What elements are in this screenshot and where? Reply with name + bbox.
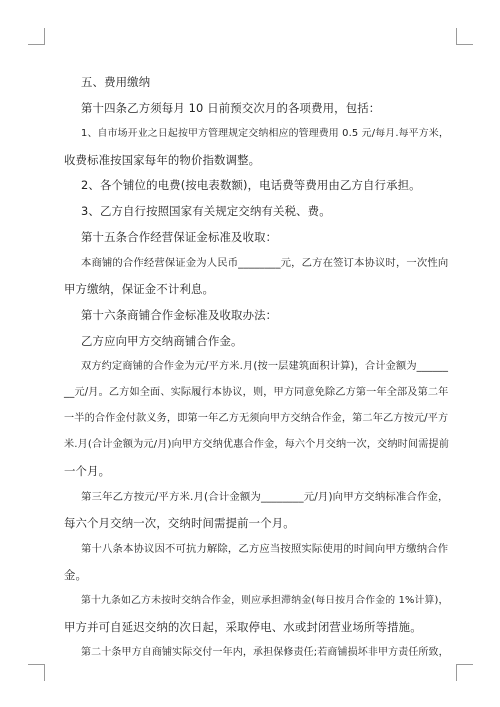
- paragraph-line: 金。: [64, 568, 88, 582]
- paragraph-line: 乙方应向甲方交纳商铺合作金。: [81, 334, 243, 348]
- paragraph-line: 每六个月交纳一次，交纳时间需提前一个月。: [64, 516, 295, 530]
- paragraph-line: 3、乙方自行按照国家有关规定交纳有关税、费。: [81, 204, 331, 218]
- paragraph-line: 收费标准按国家每年的物价指数调整。: [64, 153, 261, 167]
- paragraph-line: 本商铺的合作经营保证金为人民币________元，乙方在签订本协议时，一次性向: [81, 257, 449, 269]
- section-heading: 五、费用缴纳: [81, 75, 151, 89]
- paragraph-line: 一半的合作金付款义务，即第一年乙方无须向甲方交纳合作金，第二年乙方按元/平方: [64, 413, 449, 424]
- paragraph-line: 第十四条乙方须每月 10 日前预交次月的各项费用，包括：: [81, 101, 381, 115]
- paragraph-line: 甲方并可自延迟交纳的次日起，采取停电、水或封闭营业场所等措施。: [64, 620, 422, 634]
- paragraph-line: 双方约定商铺的合作金为元/平方米.月(按一层建筑面积计算)，合计金额为______: [81, 361, 449, 372]
- paragraph-line: 第十九条如乙方未按时交纳合作金，则应承担滞纳金(每日按月合作金的 1%计算)，: [81, 595, 449, 606]
- paragraph-line: 第十五条合作经营保证金标准及收取：: [81, 230, 278, 244]
- paragraph-line: 甲方缴纳，保证金不计利息。: [64, 282, 215, 296]
- paragraph-line: 米.月(合计金额为元/月)向甲方交纳优惠合作金，每六个月交纳一次，交纳时间需提前: [64, 439, 450, 450]
- paragraph-line: __元/月。乙方如全面、实际履行本协议，则，甲方同意免除乙方第一年全部及第二年: [64, 387, 449, 398]
- crop-mark-top-right: [456, 28, 473, 45]
- crop-mark-bottom-right: [456, 664, 473, 681]
- paragraph-line: 第二十条甲方自商铺实际交付一年内，承担保修责任;若商铺损坏非甲方责任所致，: [81, 647, 449, 658]
- paragraph-line: 第三年乙方按元/平方米.月(合计金额为________元/月)向甲方交纳标准合作金，: [81, 491, 449, 503]
- crop-mark-top-left: [28, 28, 45, 45]
- paragraph-line: 1、自市场开业之日起按甲方管理规定交纳相应的管理费用 0.5 元/每月.每平方米，: [81, 128, 449, 139]
- paragraph-line: 2、各个铺位的电费(按电表数额)，电话费等费用由乙方自行承担。: [81, 178, 421, 192]
- paragraph-line: 第十八条本协议因不可抗力解除，乙方应当按照实际使用的时间向甲方缴纳合作: [81, 543, 449, 555]
- crop-mark-bottom-left: [28, 664, 45, 681]
- paragraph-line: 第十六条商铺合作金标准及收取办法：: [81, 308, 278, 322]
- paragraph-line: 一个月。: [64, 464, 111, 478]
